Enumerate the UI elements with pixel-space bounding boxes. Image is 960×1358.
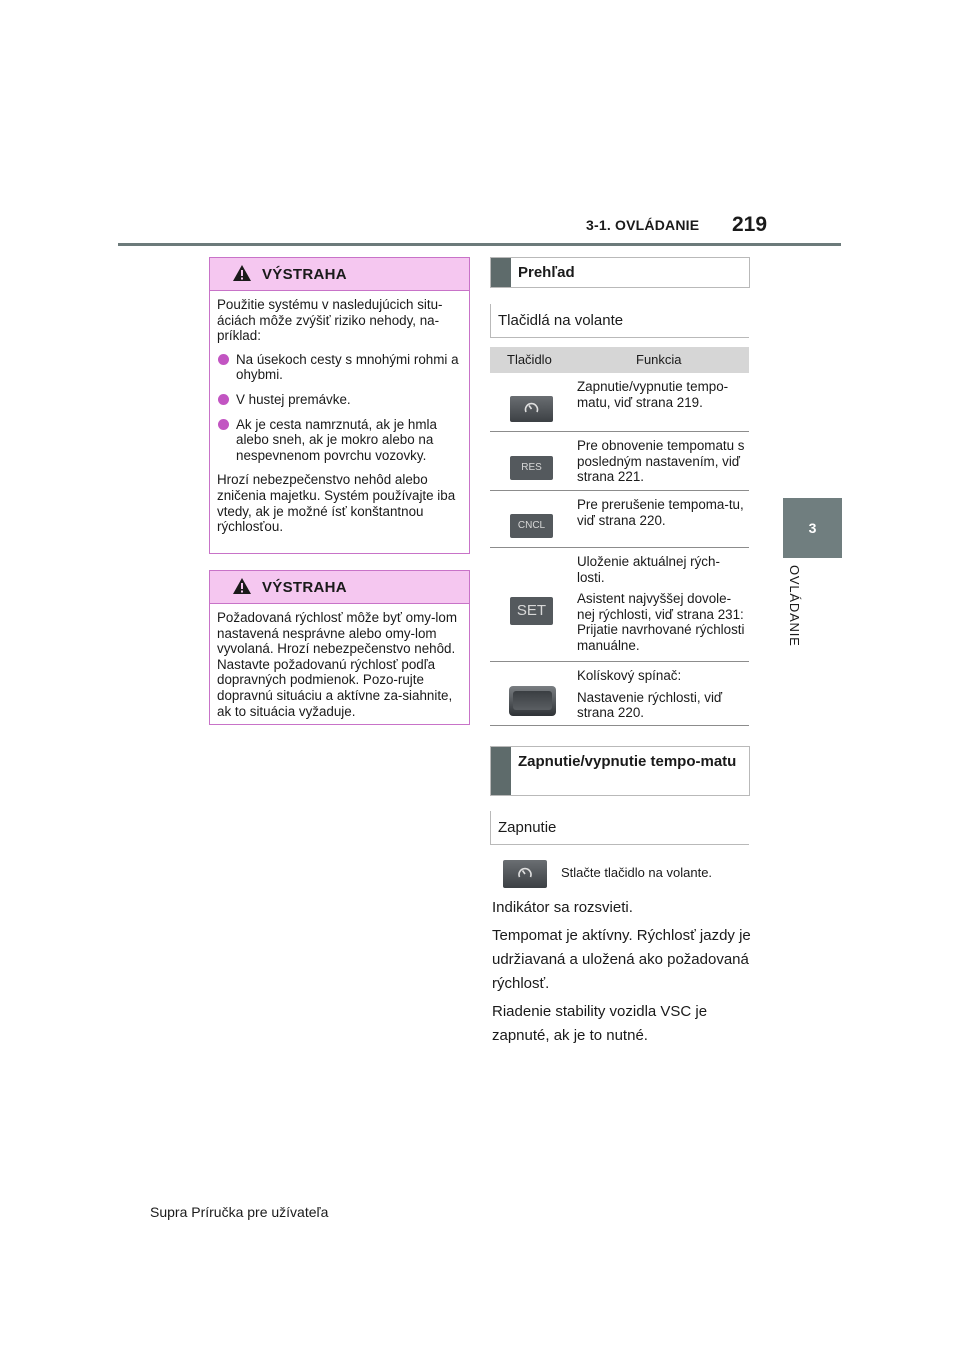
page-number: 219 bbox=[732, 213, 768, 236]
function-text: Pre prerušenie tempoma-tu, viď strana 220. bbox=[577, 497, 744, 528]
paragraph: Riadenie stability vozidla VSC je zapnuté, ak je to nutné. bbox=[492, 1003, 708, 1044]
table-row bbox=[490, 548, 749, 662]
press-instruction bbox=[503, 860, 743, 888]
bullet-item: Na úsekoch cesty s mnohými rohmi a ohybmi. bbox=[217, 352, 462, 383]
function-text: Kolískový spínač: bbox=[577, 668, 682, 683]
warning-triangle-icon bbox=[232, 264, 252, 282]
bullet-item: V hustej premávke. bbox=[217, 392, 462, 408]
bullet-icon bbox=[218, 354, 229, 365]
warning-header bbox=[210, 258, 469, 291]
chapter-number: 3 bbox=[808, 520, 817, 536]
warning-outro: Hrozí nebezpečenstvo nehôd alebo zničenia majetku. Systém používajte iba vtedy, ak je možné ísť konštantnou rýchlosťou. bbox=[217, 472, 456, 535]
table-header bbox=[490, 347, 749, 373]
buttons-table bbox=[490, 347, 749, 726]
table-row bbox=[490, 432, 749, 491]
bullet-item: Ak je cesta namrznutá, ak je hmla alebo sneh, ak je mokro alebo na nespevnenom povrchu vozovky. bbox=[217, 417, 462, 464]
section-title: 3-1. OVLÁDANIE bbox=[586, 217, 700, 233]
section-header-overview: Prehľad bbox=[490, 257, 750, 288]
warning-box-1 bbox=[209, 257, 470, 554]
table-row bbox=[490, 662, 749, 726]
warning-triangle-icon bbox=[232, 577, 252, 595]
warning-box-2 bbox=[209, 570, 470, 725]
press-text: Stlačte tlačidlo na volante. bbox=[561, 865, 713, 880]
rocker-switch-icon bbox=[509, 686, 556, 716]
function-text: Uloženie aktuálnej rých-losti. bbox=[577, 554, 720, 585]
paragraph: Tempomat je aktívny. Rýchlosť jazdy je udržiavaná a uložená ako požadovaná rýchlosť. bbox=[492, 927, 751, 992]
body-text bbox=[492, 896, 762, 1052]
warning-text: Požadovaná rýchlosť môže byť omy-lom nastavená nesprávne alebo omy-lom vyvolaná. Hrozí nebezpečenstvo nehôd. Nastavte požadovanú rýchlosť podľa dopravných podmienok. Pozo-rujte dopravnú situáciu a aktívne za-siahnite, ak to situácia vyžaduje. bbox=[217, 610, 458, 719]
paragraph: Indikátor sa rozsvieti. bbox=[492, 899, 633, 916]
cruise-control-icon bbox=[510, 396, 553, 422]
bullet-icon bbox=[218, 419, 229, 430]
header-divider bbox=[118, 243, 841, 246]
set-button: SET bbox=[510, 597, 553, 625]
section-header-onoff: Zapnutie/vypnutie tempo-matu bbox=[490, 746, 750, 796]
warning-title: VÝSTRAHA bbox=[262, 579, 347, 596]
function-text: Asistent najvyššej dovole-nej rýchlosti, viď strana 231: Prijatie navrhované rýchlosti manuálne. bbox=[577, 591, 745, 653]
function-text: Zapnutie/vypnutie tempo-matu, viď strana 219. bbox=[577, 379, 729, 410]
column-header-button: Tlačidlo bbox=[507, 352, 552, 367]
table-row bbox=[490, 373, 749, 432]
table-row bbox=[490, 491, 749, 548]
function-text: Pre obnovenie tempomatu s posledným nastavením, viď strana 221. bbox=[577, 438, 745, 485]
res-button: RES bbox=[510, 456, 553, 480]
column-header-function: Funkcia bbox=[636, 352, 682, 367]
function-text: Nastavenie rýchlosti, viď strana 220. bbox=[577, 689, 723, 721]
chapter-label: OVLÁDANIE bbox=[787, 565, 802, 647]
warning-intro: Použitie systému v nasledujúcich situ-áciách môže zvýšiť riziko nehody, na-príklad: bbox=[217, 297, 443, 344]
warning-title: VÝSTRAHA bbox=[262, 266, 347, 283]
footer-text: Supra Príručka pre užívateľa bbox=[150, 1204, 329, 1220]
cncl-button: CNCL bbox=[510, 514, 553, 538]
warning-header bbox=[210, 571, 469, 604]
bullet-icon bbox=[218, 394, 229, 405]
cruise-control-icon bbox=[503, 860, 547, 888]
